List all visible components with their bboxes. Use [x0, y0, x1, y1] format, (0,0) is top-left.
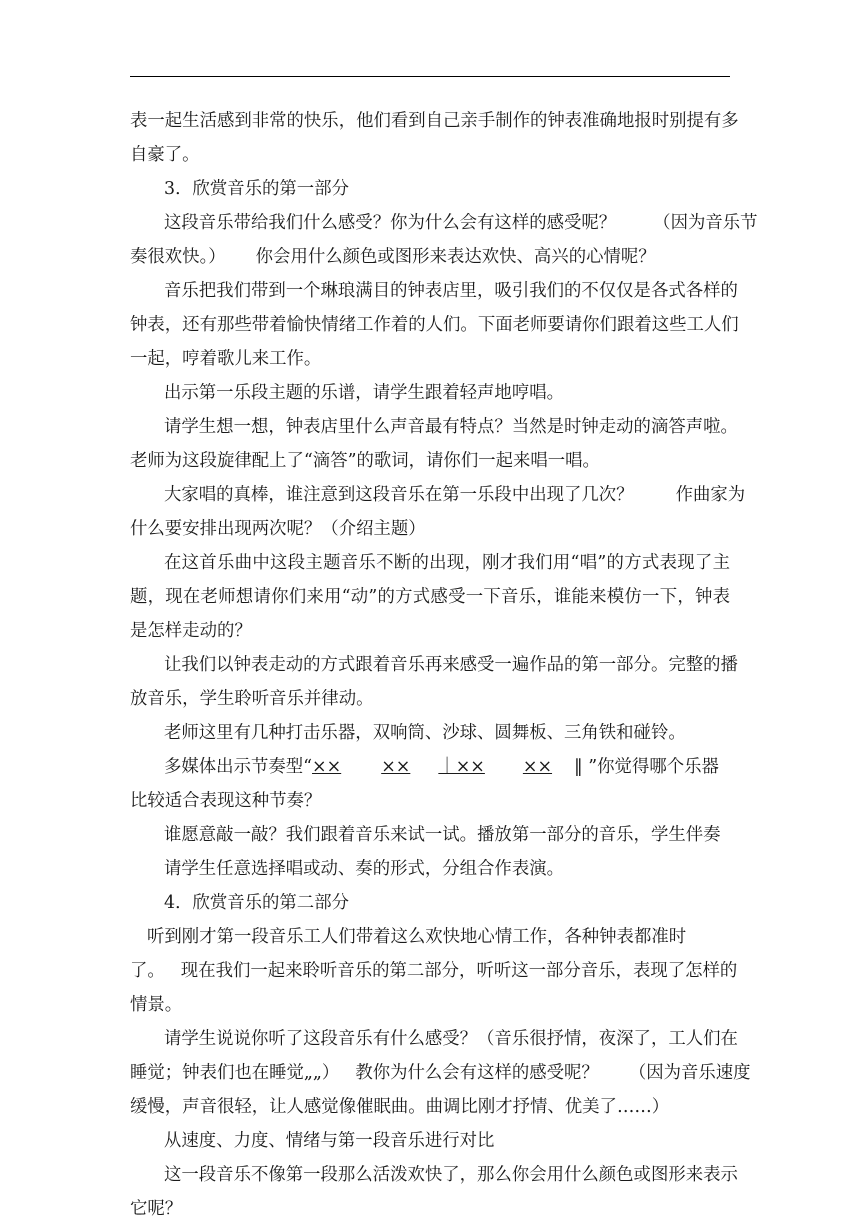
- text-line: 这一段音乐不像第一段那么活泼欢快了，那么你会用什么颜色或图形来表示: [164, 1165, 738, 1185]
- text-run: 大家唱的真棒，谁注意到这段音乐在第一乐段中出现了几次？: [164, 485, 634, 505]
- text-line: 听到刚才第一段音乐工人们带着这么欢快地心情工作，各种钟表都准时: [147, 927, 687, 947]
- text-line: 表一起生活感到非常的快乐，他们看到自己亲手制作的钟表准确地报时别提有多: [130, 111, 739, 131]
- rhythm-line: [164, 757, 719, 777]
- text-line: [130, 247, 656, 267]
- text-line: 让我们以钟表走动的方式跟着音乐再来感受一遍作品的第一部分。完整的播: [164, 655, 738, 675]
- text-run: 睡觉；钟表们也在睡觉„„）: [130, 1063, 340, 1083]
- rhythm-note: ｜××: [438, 757, 485, 777]
- text-line: 放音乐，学生聆听音乐并律动。: [130, 689, 374, 709]
- text-line: 比较适合表现这种节奏？: [130, 791, 322, 811]
- text-line: [164, 485, 745, 505]
- text-run: ‖ ”你觉得哪个乐器: [574, 757, 719, 777]
- text-line: [130, 961, 737, 981]
- text-run: 奏很欢快。）: [130, 247, 226, 267]
- text-run: （因为音乐速度: [628, 1063, 751, 1083]
- text-run: 教你为什么会有这样的感受呢？: [355, 1063, 599, 1083]
- text-run: 了。: [130, 961, 165, 981]
- text-line: 出示第一乐段主题的乐谱，请学生跟着轻声地哼唱。: [164, 383, 564, 403]
- text-line: 老师为这段旋律配上了“滴答”的歌词，请你们一起来唱一唱。: [130, 451, 600, 471]
- text-line: 老师这里有几种打击乐器，双响筒、沙球、圆舞板、三角铁和碰铃。: [164, 723, 686, 743]
- text-line: 一起，哼着歌儿来工作。: [130, 349, 322, 369]
- text-line: 谁愿意敲一敲？我们跟着音乐来试一试。播放第一部分的音乐，学生伴奏: [164, 825, 721, 845]
- section-heading: 4．欣赏音乐的第二部分: [164, 893, 349, 913]
- text-line: [164, 213, 758, 233]
- text-line: 情景。: [130, 995, 183, 1015]
- text-run: （因为音乐节: [653, 213, 758, 233]
- text-run: 现在我们一起来聆听音乐的第二部分，听听这一部分音乐，表现了怎样的: [180, 961, 738, 981]
- text-line: 是怎样走动的？: [130, 621, 252, 641]
- text-line: 钟表，还有那些带着愉快情绪工作着的人们。下面老师要请你们跟着这些工人们: [130, 315, 739, 335]
- rhythm-note: ××: [381, 757, 411, 777]
- rhythm-note: ××: [312, 757, 342, 777]
- text-line: 题，现在老师想请你们来用“动”的方式感受一下音乐，谁能来模仿一下，钟表: [130, 587, 730, 607]
- text-line: 它呢？: [130, 1199, 183, 1219]
- text-line: 什么要安排出现两次呢？（介绍主题）: [130, 519, 426, 539]
- text-line: 请学生想一想，钟表店里什么声音最有特点？当然是时钟走动的滴答声啦。: [164, 417, 738, 437]
- text-run: 多媒体出示节奏型“: [164, 757, 313, 777]
- text-line: 请学生任意选择唱或动、奏的形式，分组合作表演。: [164, 859, 564, 879]
- header-rule: [130, 76, 730, 77]
- text-run: 你会用什么颜色或图形来表达欢快、高兴的心情呢？: [255, 247, 656, 267]
- section-heading: 3．欣赏音乐的第一部分: [164, 179, 349, 199]
- text-line: 在这首乐曲中这段主题音乐不断的出现，刚才我们用“唱”的方式表现了主: [164, 553, 730, 573]
- text-line: 音乐把我们带到一个琳琅满目的钟表店里，吸引我们的不仅仅是各式各样的: [164, 281, 738, 301]
- text-line: 请学生说说你听了这段音乐有什么感受？（音乐很抒情，夜深了，工人们在: [164, 1029, 738, 1049]
- text-line: [130, 1063, 751, 1083]
- text-line: 缓慢，声音很轻，让人感觉像催眠曲。曲调比刚才抒情、优美了……）: [130, 1097, 670, 1117]
- text-run: 这段音乐带给我们什么感受？你为什么会有这样的感受呢？: [164, 213, 617, 233]
- text-line: 从速度、力度、情绪与第一段音乐进行对比: [164, 1131, 495, 1151]
- text-line: 自豪了。: [130, 145, 200, 165]
- text-run: 作曲家为: [675, 485, 746, 505]
- rhythm-note: ××: [522, 757, 553, 777]
